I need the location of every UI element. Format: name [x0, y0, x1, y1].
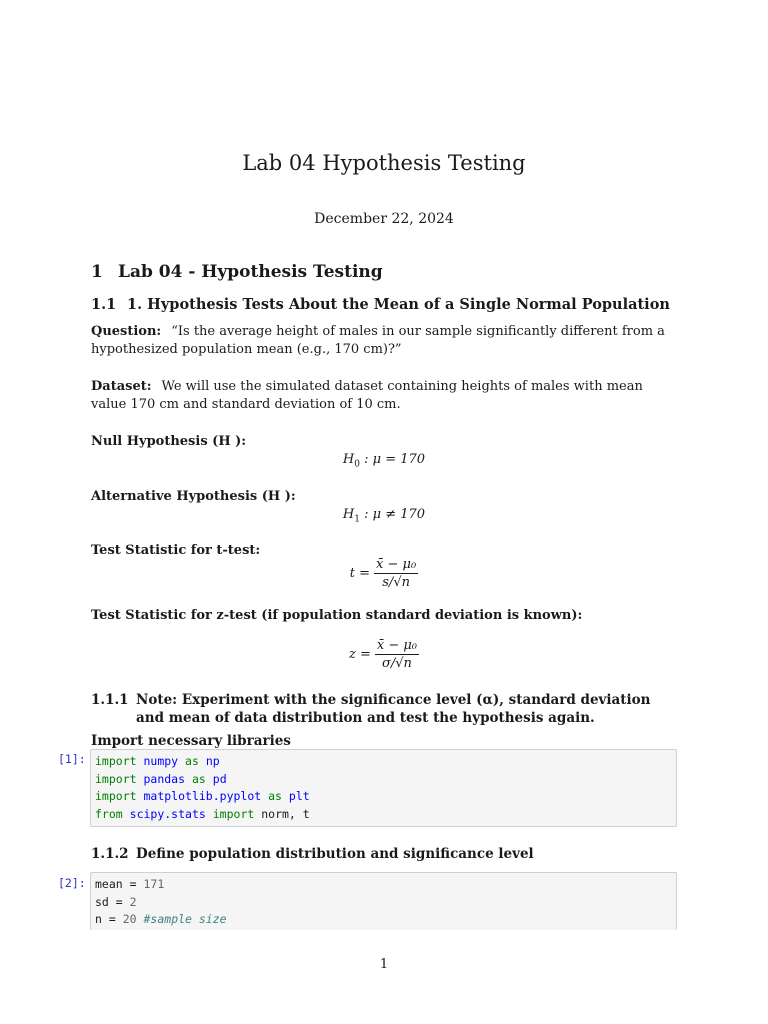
z-test-label: Test Statistic for z-test (if population standard deviation is known): — [91, 608, 583, 623]
z-test-numerator: x̄ − μ₀ — [376, 638, 418, 653]
subsubsection-heading-note: 1.1.1 Note: Experiment with the significance level (α), standard deviation and mean of data distribution and test the hypothesis again. — [91, 692, 651, 726]
section-title: Lab 04 - Hypothesis Testing — [118, 262, 383, 282]
code-cell-parameters[interactable] — [90, 872, 677, 930]
page-number: 1 — [379, 957, 389, 972]
question-paragraph — [91, 323, 681, 359]
subsubsection-heading-define: 1.1.2 Define population distribution and significance level — [91, 846, 534, 862]
dataset-text: We will use the simulated dataset containing heights of males with mean value 170 cm and standard deviation of 10 cm. — [91, 379, 643, 412]
z-test-denominator: σ/√n — [381, 656, 412, 671]
code-line: sd = 2 — [95, 894, 137, 909]
cell-prompt: [2]: — [58, 876, 86, 890]
subsection-number: 1.1 — [91, 296, 117, 313]
null-hypothesis-label: Null Hypothesis (H ): — [91, 434, 247, 449]
z-test-equation: z = $\frac{\text{x̄ − μ₀}}{\sigma/√n}$ — [348, 638, 418, 671]
section-number: 1 — [91, 262, 103, 282]
alternative-hypothesis-equation: $H_1$ : μ ≠ 170 — [342, 507, 426, 525]
t-test-equation: t = $\frac{\text{x̄ − μ₀}}{s/√n}$ — [349, 557, 417, 590]
code-line: import matplotlib.pyplot as plt — [95, 789, 310, 803]
dataset-paragraph — [91, 378, 681, 414]
question-text: “Is the average height of males in our sample significantly different from a hypothesized population mean (e.g., 170 cm)?” — [91, 324, 665, 357]
alternative-hypothesis-label: Alternative Hypothesis (H ): — [91, 489, 296, 504]
t-test-label: Test Statistic for t-test: — [91, 543, 261, 558]
code-line: import pandas as pd — [95, 771, 227, 786]
null-hypothesis-equation: $H_0$ : μ = 170 — [342, 452, 426, 470]
import-libraries-label: Import necessary libraries — [91, 733, 291, 749]
subsection-title: 1. Hypothesis Tests About the Mean of a Single Normal Population — [127, 296, 670, 313]
code-line: n = 20 #sample size — [95, 912, 227, 926]
code-line: mean = 171 — [95, 877, 165, 891]
document-date: December 22, 2024 — [314, 211, 454, 227]
t-test-numerator: x̄ − μ₀ — [376, 557, 417, 572]
code-line: from scipy.stats import norm, t — [95, 806, 310, 821]
question-label: Question: — [91, 324, 162, 339]
subsection-heading — [91, 296, 670, 313]
dataset-label: Dataset: — [91, 379, 152, 394]
t-test-denominator: s/√n — [382, 575, 410, 590]
code-cell-imports[interactable] — [90, 749, 677, 827]
document-title: Lab 04 Hypothesis Testing — [242, 151, 526, 175]
cell-prompt: [1]: — [58, 752, 86, 766]
section-heading — [91, 262, 383, 282]
code-line: import numpy as np — [95, 754, 220, 768]
